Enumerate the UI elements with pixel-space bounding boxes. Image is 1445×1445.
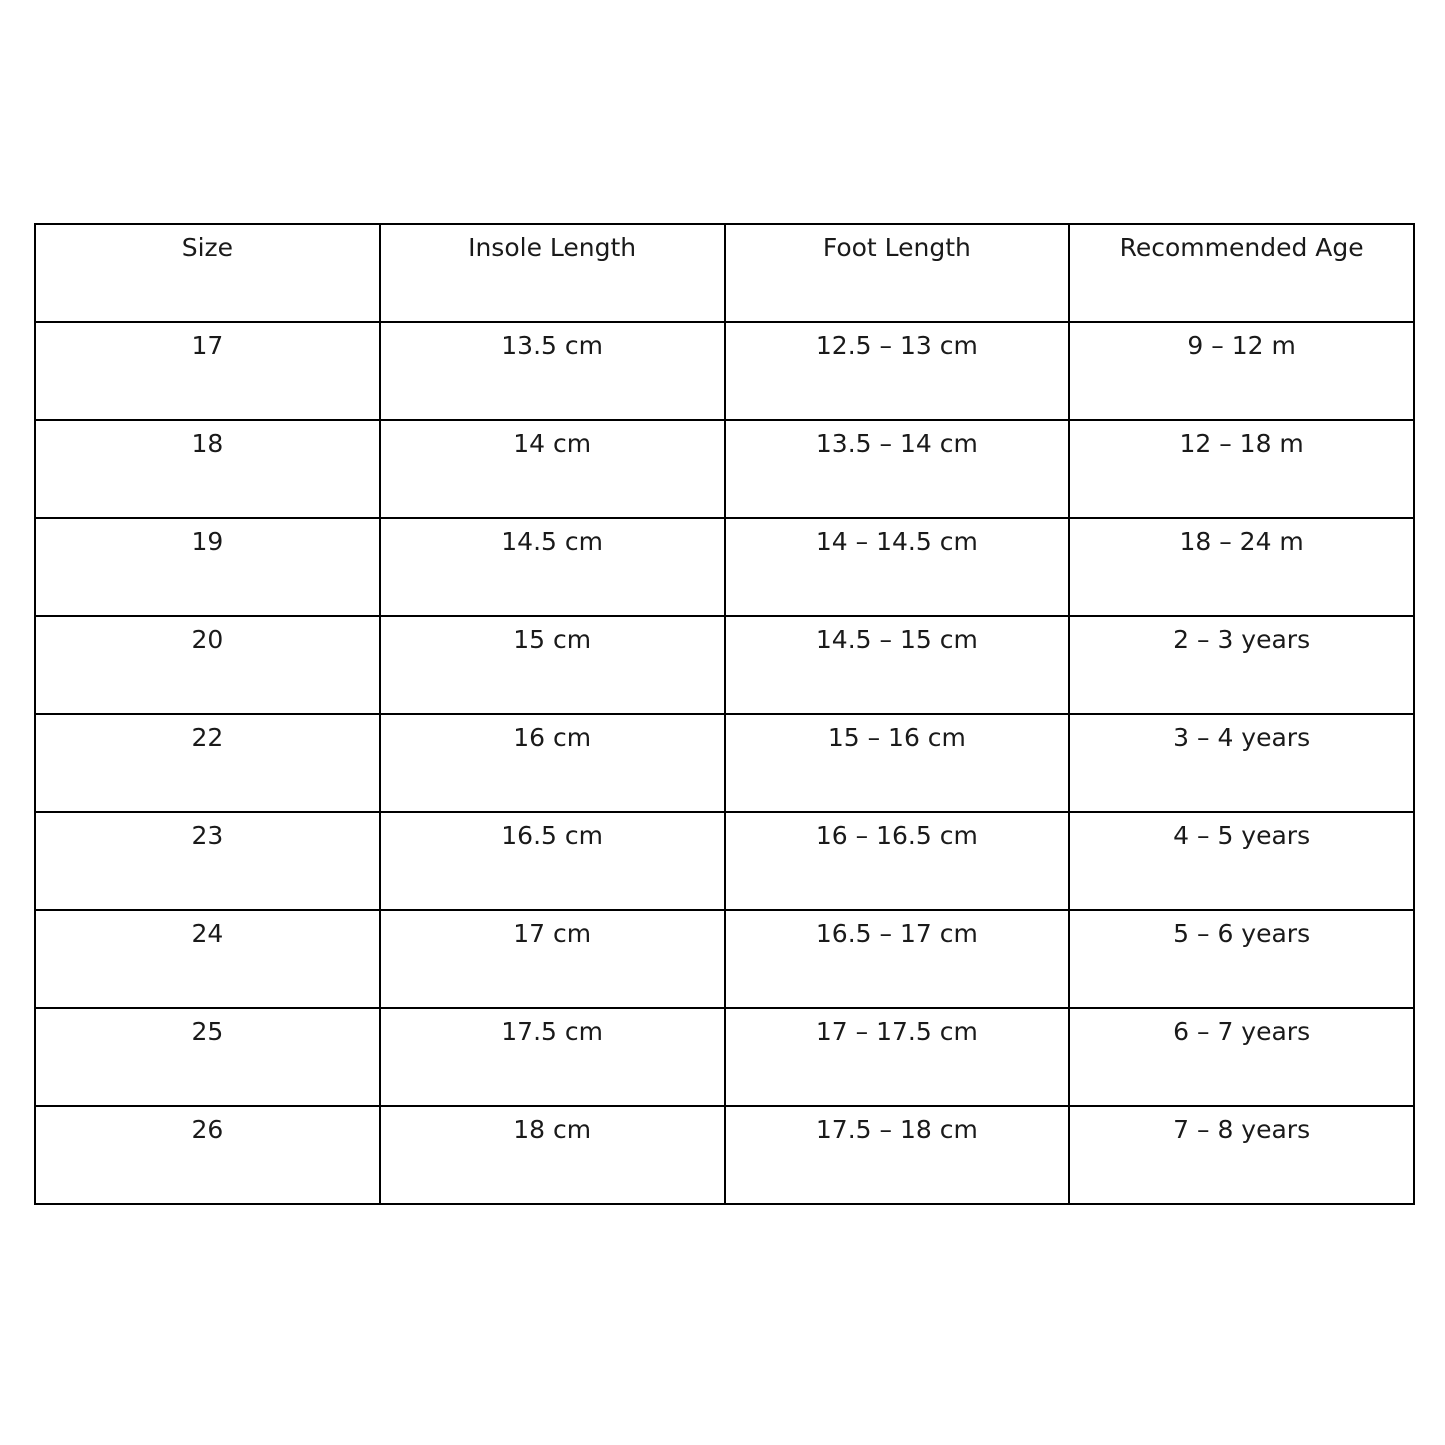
cell-foot-length: 15 – 16 cm <box>725 714 1070 812</box>
cell-recommended-age: 2 – 3 years <box>1069 616 1414 714</box>
table-row <box>35 518 1414 616</box>
header-size: Size <box>35 224 380 322</box>
cell-size: 17 <box>35 322 380 420</box>
cell-foot-length: 14.5 – 15 cm <box>725 616 1070 714</box>
table-body <box>35 322 1414 1204</box>
cell-insole-length: 17 cm <box>380 910 725 1008</box>
cell-size: 23 <box>35 812 380 910</box>
cell-size: 19 <box>35 518 380 616</box>
table-row <box>35 1008 1414 1106</box>
cell-foot-length: 17 – 17.5 cm <box>725 1008 1070 1106</box>
cell-recommended-age: 9 – 12 m <box>1069 322 1414 420</box>
header-insole-length: Insole Length <box>380 224 725 322</box>
cell-size: 22 <box>35 714 380 812</box>
cell-foot-length: 13.5 – 14 cm <box>725 420 1070 518</box>
cell-insole-length: 14.5 cm <box>380 518 725 616</box>
cell-insole-length: 18 cm <box>380 1106 725 1204</box>
cell-insole-length: 13.5 cm <box>380 322 725 420</box>
cell-size: 25 <box>35 1008 380 1106</box>
cell-foot-length: 14 – 14.5 cm <box>725 518 1070 616</box>
cell-size: 26 <box>35 1106 380 1204</box>
table-row <box>35 322 1414 420</box>
cell-size: 18 <box>35 420 380 518</box>
cell-insole-length: 14 cm <box>380 420 725 518</box>
cell-insole-length: 15 cm <box>380 616 725 714</box>
table-row <box>35 420 1414 518</box>
size-chart-table <box>34 223 1415 1205</box>
table-row <box>35 1106 1414 1204</box>
cell-insole-length: 16 cm <box>380 714 725 812</box>
cell-recommended-age: 7 – 8 years <box>1069 1106 1414 1204</box>
cell-recommended-age: 18 – 24 m <box>1069 518 1414 616</box>
cell-insole-length: 16.5 cm <box>380 812 725 910</box>
cell-foot-length: 16.5 – 17 cm <box>725 910 1070 1008</box>
header-foot-length: Foot Length <box>725 224 1070 322</box>
cell-recommended-age: 3 – 4 years <box>1069 714 1414 812</box>
cell-insole-length: 17.5 cm <box>380 1008 725 1106</box>
cell-size: 24 <box>35 910 380 1008</box>
cell-recommended-age: 12 – 18 m <box>1069 420 1414 518</box>
header-row <box>35 224 1414 322</box>
table-row <box>35 616 1414 714</box>
cell-size: 20 <box>35 616 380 714</box>
header-recommended-age: Recommended Age <box>1069 224 1414 322</box>
table-row <box>35 910 1414 1008</box>
table-row <box>35 812 1414 910</box>
cell-recommended-age: 4 – 5 years <box>1069 812 1414 910</box>
cell-foot-length: 12.5 – 13 cm <box>725 322 1070 420</box>
cell-foot-length: 17.5 – 18 cm <box>725 1106 1070 1204</box>
table-row <box>35 714 1414 812</box>
cell-foot-length: 16 – 16.5 cm <box>725 812 1070 910</box>
table-header <box>35 224 1414 322</box>
cell-recommended-age: 5 – 6 years <box>1069 910 1414 1008</box>
cell-recommended-age: 6 – 7 years <box>1069 1008 1414 1106</box>
